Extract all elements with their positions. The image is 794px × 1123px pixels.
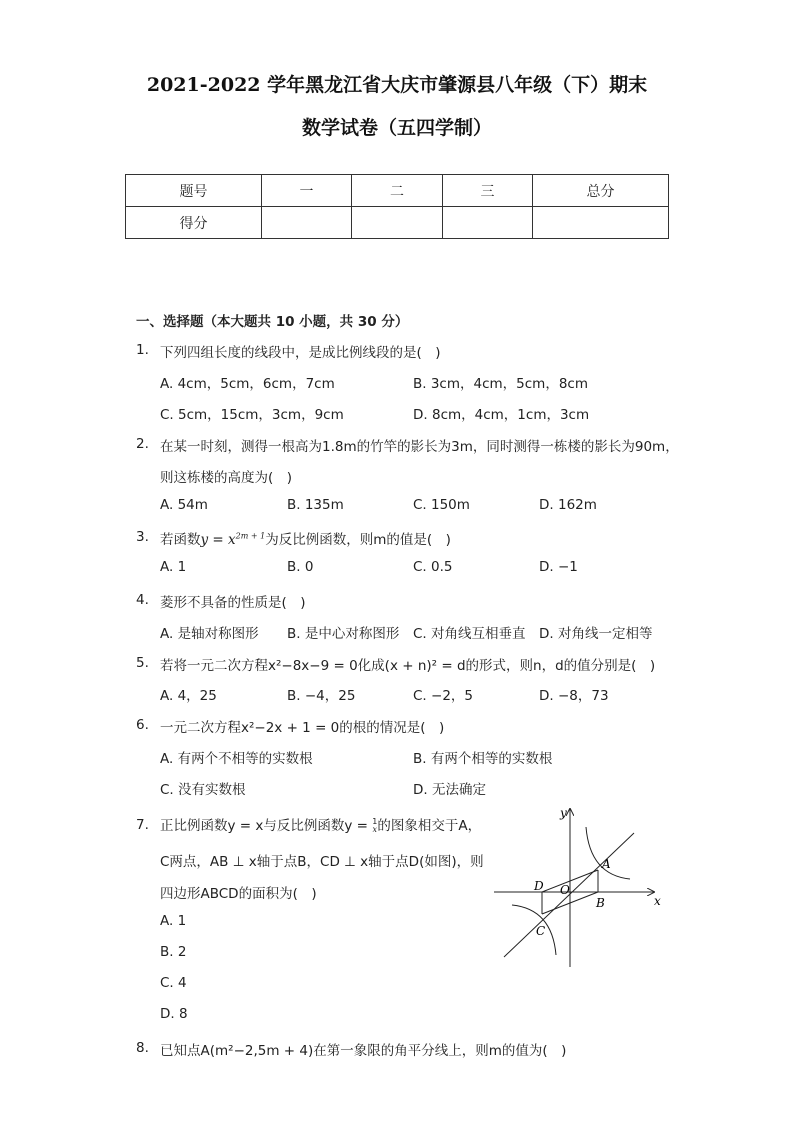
option-b: B. 0 (287, 559, 314, 575)
question-number: 8. (136, 1040, 149, 1056)
question-stem: 下列四组长度的线段中，是成比例线段的是( ) (160, 345, 441, 361)
score-table-header-row (126, 175, 669, 207)
option-d: D. 无法确定 (413, 782, 486, 798)
fraction-denominator: x (372, 825, 378, 834)
option-a: A. 是轴对称图形 (160, 626, 259, 642)
score-table-cell: 二 (352, 175, 443, 207)
question-stem: 一元二次方程x²−2x + 1 = 0的根的情况是( ) (160, 720, 445, 736)
label-a: A (602, 857, 611, 871)
option-c: C. 150m (413, 497, 470, 513)
label-origin: O (560, 883, 570, 897)
label-d: D (534, 879, 544, 893)
question-stem (160, 528, 451, 548)
option-c: C. 5cm，15cm，3cm，9cm (160, 407, 344, 423)
option-b: B. 有两个相等的实数根 (413, 751, 553, 767)
question-number: 3. (136, 529, 149, 545)
label-x: x (654, 894, 661, 908)
question-stem: 若将一元二次方程x²−8x−9 = 0化成(x + n)² = d的形式，则n，d的值分别是( ) (160, 658, 656, 674)
score-table-cell: 题号 (126, 175, 262, 207)
exam-title-line2: 数学试卷（五四学制） (301, 117, 492, 139)
score-table-cell: 得分 (126, 207, 262, 239)
question-number: 6. (136, 717, 149, 733)
option-c: C. 没有实数根 (160, 782, 246, 798)
option-c: C. 0.5 (413, 559, 453, 575)
fraction-numerator: 1 (372, 817, 378, 826)
option-b: B. −4，25 (287, 688, 356, 704)
option-b: B. 是中心对称图形 (287, 626, 400, 642)
score-table (125, 174, 669, 239)
score-table-cell: 总分 (533, 175, 669, 207)
stem-formula: y = x (200, 532, 236, 548)
option-d: D. 162m (539, 497, 597, 513)
score-input-cell (352, 207, 443, 239)
score-table-cell: 三 (443, 175, 533, 207)
question-stem-continued: 则这栋楼的高度为( ) (160, 470, 293, 486)
stem-text: 的图象相交于A， (377, 818, 482, 834)
question-number: 2. (136, 436, 149, 452)
option-c: C. 4 (160, 975, 187, 991)
question-number: 1. (136, 342, 149, 358)
hyperbola-branch-q1 (586, 827, 630, 879)
section-heading: 一、选择题（本大题共 10 小题，共 30 分） (136, 314, 409, 330)
score-table-score-row (126, 207, 669, 239)
score-input-cell (262, 207, 352, 239)
stem-text: 为反比例函数，则m的值是( ) (265, 532, 451, 548)
question-stem-continued: 四边形ABCD的面积为( ) (160, 886, 317, 902)
exam-title-line1: 2021-2022 学年黑龙江省大庆市肇源县八年级（下）期末 (146, 74, 648, 96)
question-number: 5. (136, 655, 149, 671)
option-d: D. −1 (539, 559, 578, 575)
label-b: B (596, 896, 605, 910)
option-a: A. 54m (160, 497, 208, 513)
question-stem-continued: C两点，AB ⊥ x轴于点B，CD ⊥ x轴于点D(如图)，则 (160, 854, 484, 870)
score-table-cell: 一 (262, 175, 352, 207)
option-b: B. 2 (160, 944, 187, 960)
score-input-cell (533, 207, 669, 239)
option-a: A. 4cm，5cm，6cm，7cm (160, 376, 335, 392)
question-stem (160, 814, 481, 834)
option-a: A. 有两个不相等的实数根 (160, 751, 313, 767)
stem-text: 正比例函数y = x与反比例函数y = (160, 818, 373, 834)
label-c: C (536, 924, 546, 938)
label-y: y (560, 806, 567, 820)
option-d: D. −8，73 (539, 688, 609, 704)
stem-exponent: 2m + 1 (235, 531, 266, 541)
option-d: D. 8cm，4cm，1cm，3cm (413, 407, 590, 423)
question-stem: 在某一时刻，测得一根高为1.8m的竹竿的影长为3m，同时测得一栋楼的影长为90m， (160, 439, 679, 455)
option-b: B. 3cm，4cm，5cm，8cm (413, 376, 588, 392)
option-d: D. 8 (160, 1006, 188, 1022)
option-c: C. −2，5 (413, 688, 473, 704)
score-input-cell (443, 207, 533, 239)
hyperbola-branch-q3 (512, 905, 556, 955)
question-number: 4. (136, 592, 149, 608)
option-a: A. 4，25 (160, 688, 217, 704)
stem-text: 若函数 (160, 532, 201, 548)
option-b: B. 135m (287, 497, 344, 513)
option-a: A. 1 (160, 559, 187, 575)
question-number: 7. (136, 817, 149, 833)
question-stem: 菱形不具备的性质是( ) (160, 595, 306, 611)
option-c: C. 对角线互相垂直 (413, 626, 526, 642)
option-a: A. 1 (160, 913, 187, 929)
question-stem: 已知点A(m²−2,5m + 4)在第一象限的角平分线上，则m的值为( ) (160, 1043, 567, 1059)
q7-figure (494, 803, 666, 971)
option-d: D. 对角线一定相等 (539, 626, 653, 642)
